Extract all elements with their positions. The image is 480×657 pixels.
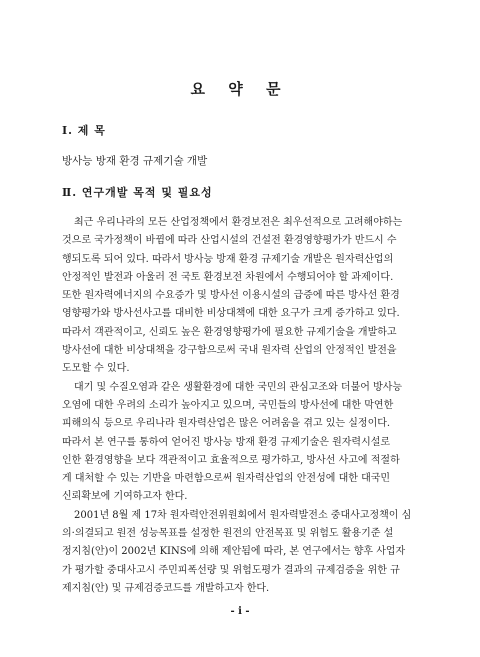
paragraph-line: 게 대처할 수 있는 기반을 마련함으로써 원자력산업의 안전성에 대한 대국민 (62, 473, 391, 485)
paragraph-line: 대기 및 수질오염과 같은 생활환경에 대한 국민의 관심고조와 더불어 방사능 (74, 381, 403, 393)
paragraph-line: 행되도록 되어 있다. 따라서 방사능 방재 환경 규제기술 개발은 원자력산업의 (62, 253, 394, 265)
paragraph-line: 최근 우리나라의 모든 산업정책에서 환경보전은 최우선적으로 고려해야하는 (74, 217, 403, 228)
page-number: - i - (230, 606, 250, 617)
paragraph-line: 따라서 객관적이고, 신뢰도 높은 환경영향평가에 필요한 규제기술을 개발하고 (62, 326, 397, 338)
paragraph-line: 오염에 대한 우려의 소리가 높아지고 있으며, 국민들의 방사선에 대한 막연한 (62, 399, 394, 411)
paragraph-line: 가 평가할 중대사고시 주민피폭선량 및 위험도평가 결과의 규제검증을 위한 규 (62, 564, 400, 576)
paragraph-line: 정지침(안)이 2002년 KINS에 의해 제안됨에 따라, 본 연구에서는 향후 사업자 (62, 546, 406, 558)
paragraph-line: 의·의결되고 원전 성능목표를 설정한 원전의 안전목표 및 위험도 활용기준 설 (62, 528, 394, 540)
page-title: 요 약 문 (190, 80, 290, 98)
body-text (62, 214, 436, 598)
paragraph-line: 2001년 8월 제 17차 원자력안전위원회에서 원자력발전소 중대사고정책이 심 (74, 509, 412, 521)
paragraph-line: 영향평가와 방사선사고를 대비한 비상대책에 대한 요구가 크게 증가하고 있다. (62, 308, 400, 320)
paragraph-line: 것으로 국가정책이 바뀜에 따라 산업시설의 건설전 환경영향평가가 반드시 수 (62, 235, 397, 247)
subject-text: 방사능 방재 환경 규제기술 개발 (62, 155, 208, 167)
paragraph-line: 또한 원자력에너지의 수요증가 및 방사선 이용시설의 급증에 따른 방사선 환경 (62, 290, 400, 302)
section-heading-subject: Ⅰ. 제 목 (62, 124, 106, 137)
section-heading-purpose: Ⅱ. 연구개발 목적 및 필요성 (62, 186, 213, 199)
paragraph-line: 따라서 본 연구를 통하여 얻어진 방사능 방재 환경 규제기술은 원자력시설로 (62, 436, 391, 448)
paragraph-line: 안정적인 발전과 아울러 전 국토 환경보전 차원에서 수행되어야 할 과제이다. (62, 271, 394, 283)
paragraph-line: 피해의식 등으로 우리나라 원자력산업은 많은 어려움을 겪고 있는 실정이다. (62, 418, 391, 430)
paragraph-line: 제지침(안) 및 규제검증코드를 개발하고자 한다. (62, 582, 270, 594)
paragraph-line: 신뢰확보에 기여하고자 한다. (62, 491, 188, 503)
paragraph-line: 방사선에 대한 비상대책을 강구함으로써 국내 원자력 산업의 안정적인 발전을 (62, 345, 397, 357)
paragraph-line: 도모할 수 있다. (62, 363, 130, 375)
paragraph-line: 인한 환경영향을 보다 객관적이고 효율적으로 평가하고, 방사선 사고에 적절하 (62, 454, 400, 466)
